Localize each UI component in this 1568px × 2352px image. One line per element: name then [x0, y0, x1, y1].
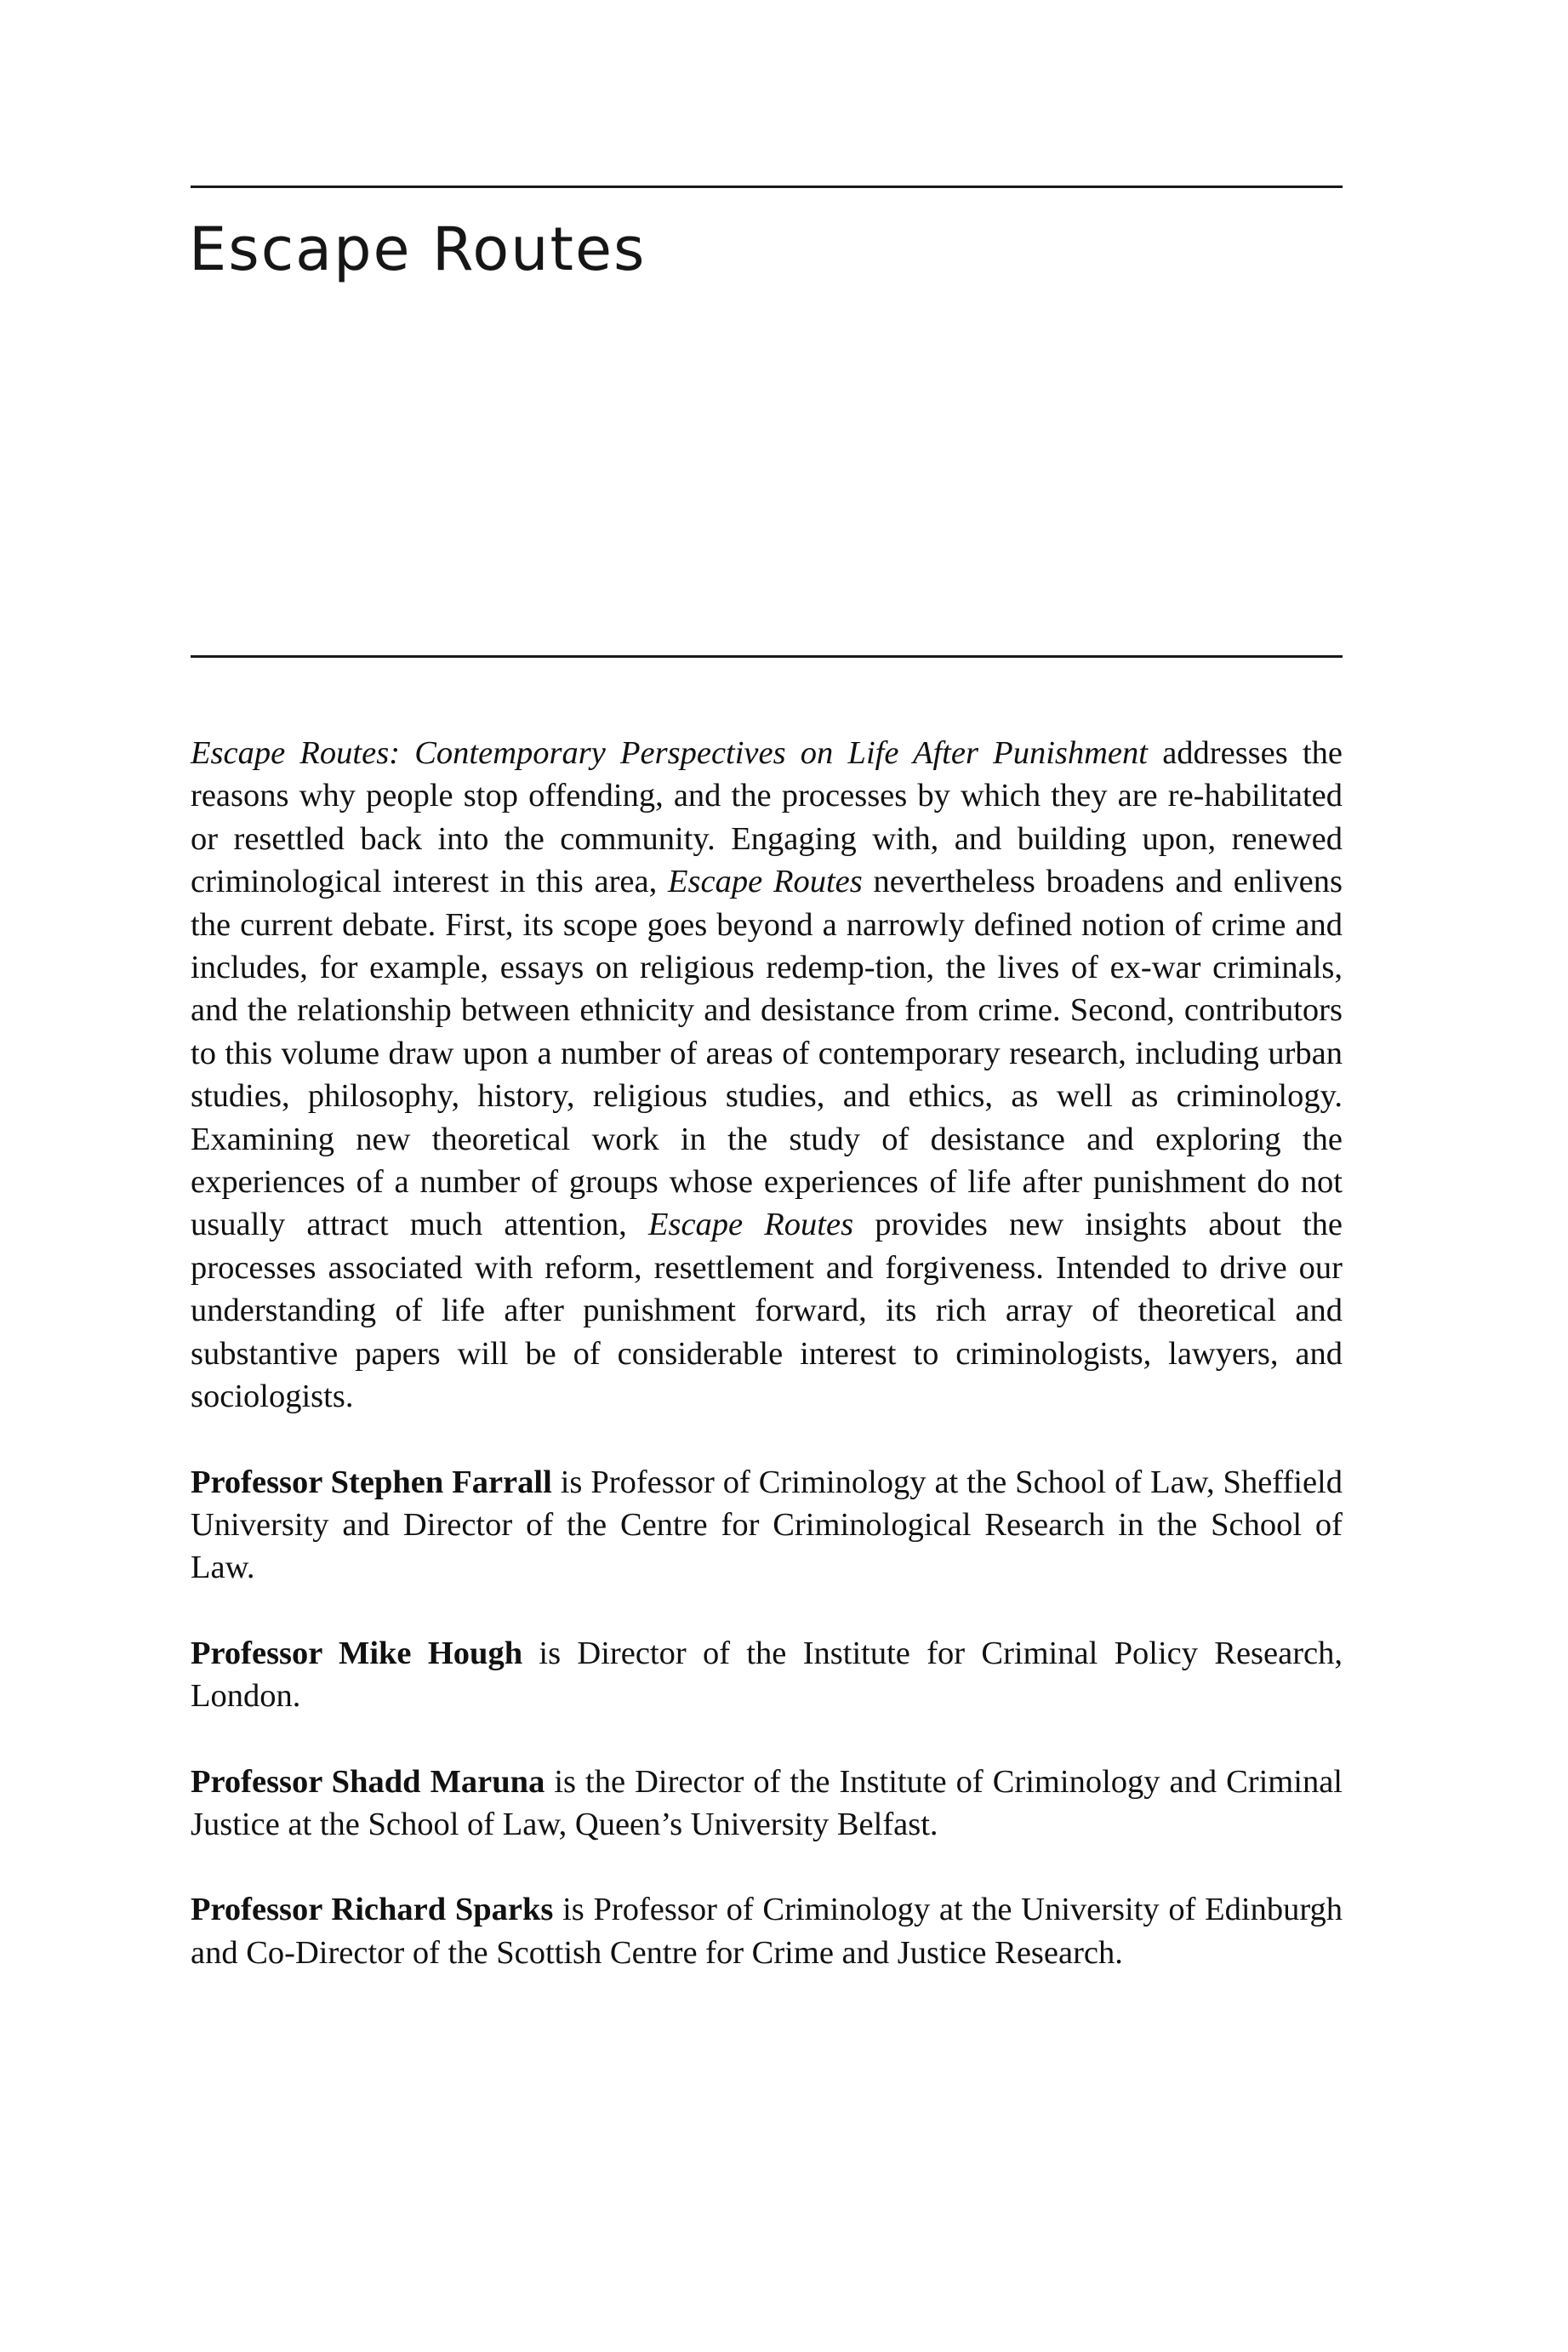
main-content [191, 732, 1343, 1974]
blurb-text-2: nevertheless broadens and enlivens the current debate. First, its scope goes beyond a narrowly defined notion of crime and includes, for example, essays on religious redemp-tion, the lives of ex-war criminals, and the relationship between ethnicity and desistance from crime. Second, contributors to this volume draw upon a number of areas of contemporary research, including urban studies, philosophy, history, religious studies, and ethics, as well as criminology. Examining new theoretical work in the study of desistance and exploring the experiences of a number of groups whose experiences of life after punishment do not usually attract much attention, [191, 864, 1343, 1243]
editor-description: is Director of the Institute for Criminal Policy Research, London. [191, 1635, 1343, 1715]
editor-description: is Professor of Criminology at the University of Edinburgh and Co-Director of the Scottish Centre for Crime and Justice Research. [191, 1892, 1343, 1971]
editor-name: Professor Richard Sparks [191, 1892, 554, 1928]
book-full-title: Escape Routes: Contemporary Perspectives on Life After Punishment [191, 735, 1148, 771]
editor-name: Professor Stephen Farrall [191, 1464, 552, 1500]
page-title: Escape Routes [189, 214, 647, 284]
blurb-text-3: provides new insights about the processes associated with reform, resettlement and forgiveness. Intended to drive our understanding of life after punishment forward, its rich array of theoretical and substantive papers will be of considerable interest to criminologists, lawyers, and sociologists. [191, 1207, 1343, 1415]
top-rule [191, 186, 1343, 188]
editor-description: is the Director of the Institute of Criminology and Criminal Justice at the School of Law, Queen’s University Belfast. [191, 1763, 1343, 1842]
editor-name: Professor Mike Hough [191, 1635, 523, 1671]
editor-bio [191, 1761, 1343, 1847]
editor-bio [191, 1888, 1343, 1974]
book-short-title: Escape Routes [647, 1207, 854, 1243]
book-short-title: Escape Routes [668, 864, 863, 900]
blurb-text-1: addresses the reasons why people stop offending, and the processes by which they are re-habilitated or resettled back into the community. Engaging with, and building upon, renewed criminological interest in this area, [191, 735, 1343, 900]
editor-description: is Professor of Criminology at the School of Law, Sheffield University and Director of the Centre for Criminological Research in the School of Law. [191, 1464, 1343, 1586]
editor-name: Professor Shadd Maruna [191, 1763, 545, 1800]
editor-bio [191, 1461, 1343, 1590]
middle-rule [191, 655, 1343, 658]
editor-bio [191, 1632, 1343, 1718]
book-description [191, 732, 1343, 1419]
